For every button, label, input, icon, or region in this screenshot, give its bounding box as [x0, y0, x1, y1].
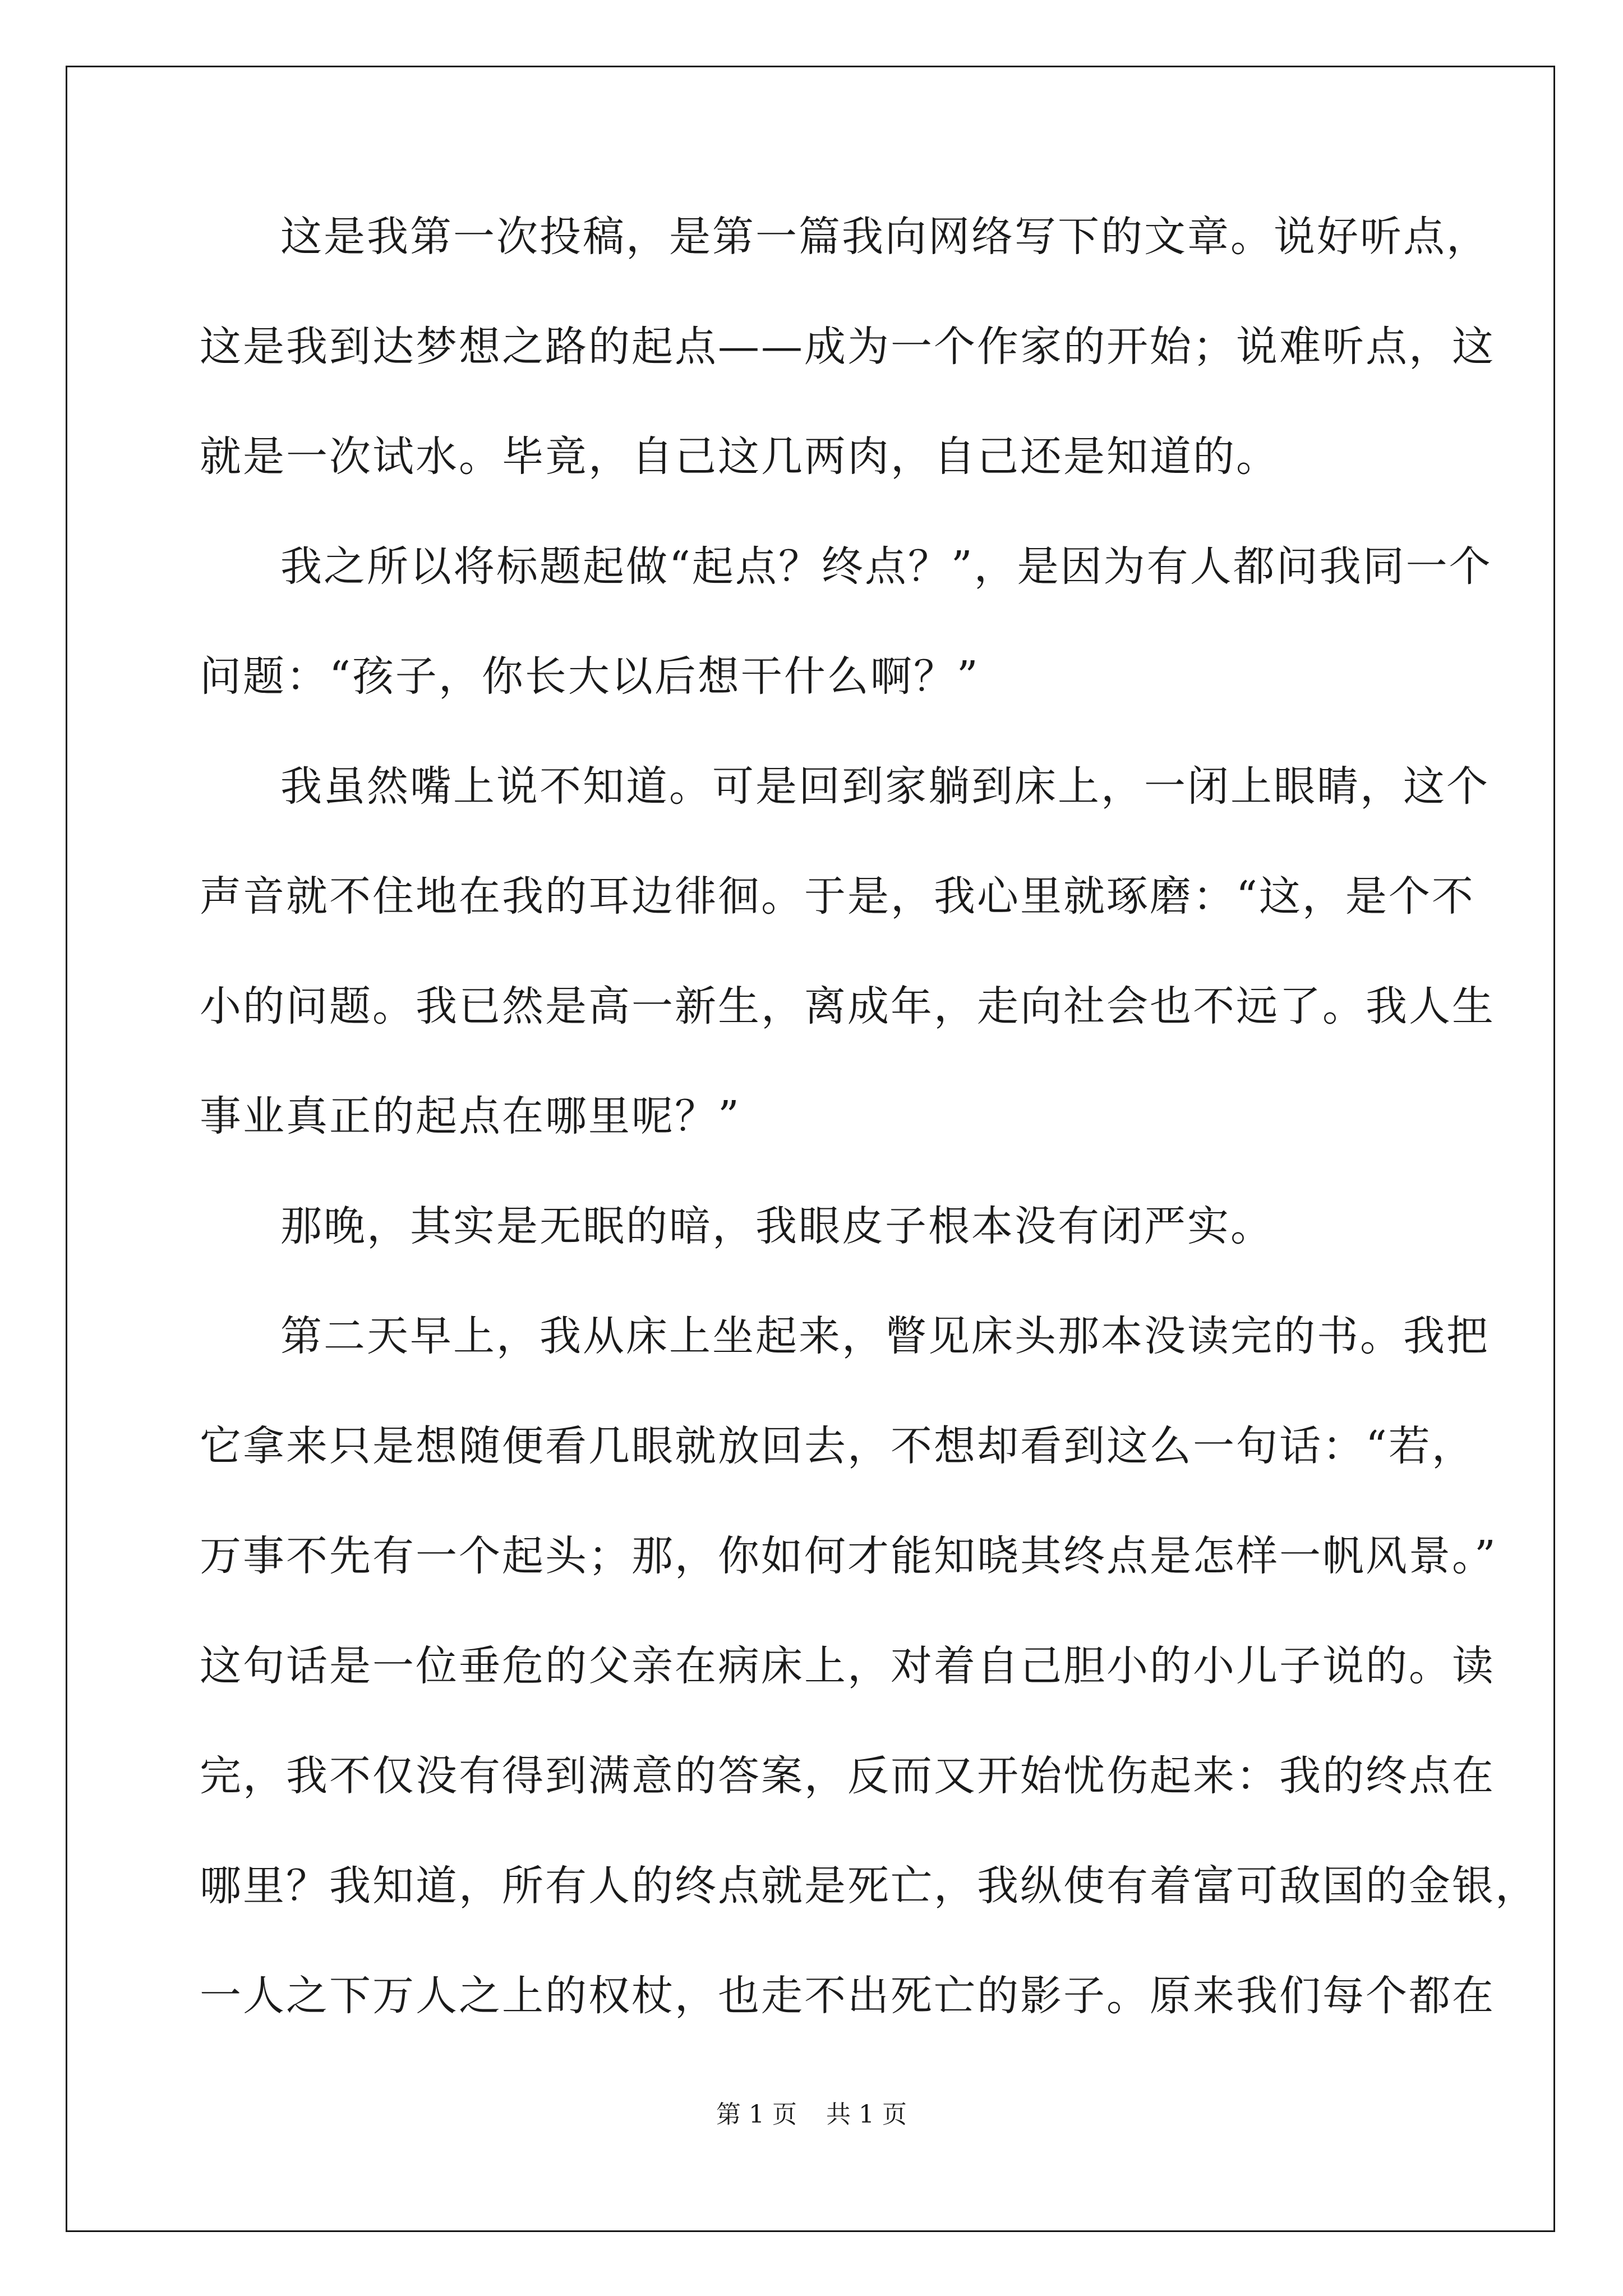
paragraph-line: 问题：“孩子，你长大以后想干什么啊？”: [200, 652, 980, 701]
paragraph-line: 这句话是一位垂危的父亲在病床上，对着自己胆小的小儿子说的。读: [200, 1642, 1495, 1690]
paragraph-line: 这是我到达梦想之路的起点——成为一个作家的开始；说难听点，这: [200, 323, 1495, 371]
page-total: 共 1 页: [826, 2100, 907, 2129]
paragraph-line: 万事不先有一个起头；那，你如何才能知晓其终点是怎样一帆风景。”: [200, 1532, 1497, 1580]
page-number: 第 1 页: [716, 2100, 797, 2129]
paragraph-line: 这是我第一次投稿，是第一篇我向网络写下的文章。说好听点，: [280, 213, 1490, 261]
paragraph-line: 完，我不仅没有得到满意的答案，反而又开始忧伤起来：我的终点在: [200, 1752, 1495, 1800]
page-footer: [0, 2098, 1623, 2132]
paragraph-line: 小的问题。我已然是高一新生，离成年，走向社会也不远了。我人生: [200, 982, 1495, 1030]
paragraph-line: 它拿来只是想随便看几眼就放回去，不想却看到这么一句话：“若，: [200, 1422, 1475, 1470]
paragraph-line: 事业真正的起点在哪里呢？”: [200, 1092, 741, 1140]
paragraph-line: 就是一次试水。毕竟，自己这几两肉，自己还是知道的。: [200, 432, 1279, 481]
paragraph-line: 那晚，其实是无眠的暗，我眼皮子根本没有闭严实。: [280, 1202, 1274, 1250]
paragraph-line: 哪里？我知道，所有人的终点就是死亡，我纵使有着富可敌国的金银，: [200, 1862, 1538, 1910]
paragraph-line: 声音就不住地在我的耳边徘徊。于是，我心里就琢磨：“这，是个不: [200, 872, 1475, 921]
paragraph-line: 第二天早上，我从床上坐起来，瞥见床头那本没读完的书。我把: [280, 1312, 1490, 1360]
paragraph-line: 我之所以将标题起做“起点？终点？”，是因为有人都问我同一个: [280, 542, 1492, 591]
paragraph-line: 我虽然嘴上说不知道。可是回到家躺到床上，一闭上眼睛，这个: [280, 762, 1490, 811]
paragraph-line: 一人之下万人之上的权杖，也走不出死亡的影子。原来我们每个都在: [200, 1972, 1495, 2020]
